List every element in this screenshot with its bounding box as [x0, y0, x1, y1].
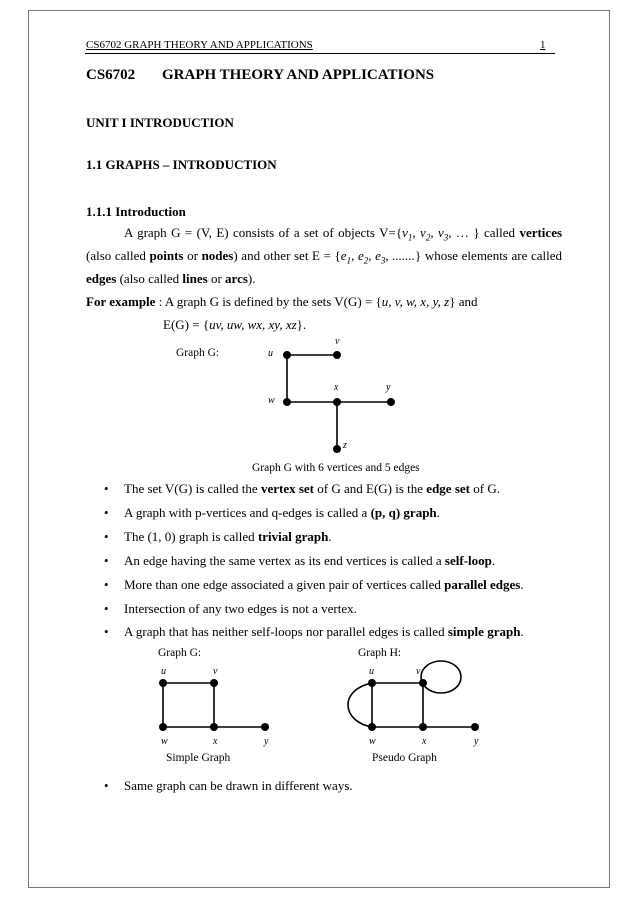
vertex-v2: $v_2$: [420, 225, 431, 243]
label-x: x: [422, 736, 427, 747]
term-arcs: arcs: [225, 271, 248, 286]
vertex-v: [419, 679, 427, 687]
term-vertex-set: vertex set: [260, 481, 315, 496]
bullet-dot: •: [104, 601, 109, 616]
edge-list: $e_1$, $e_2$, $e_3$, .......: [340, 248, 415, 266]
label-z: z: [343, 440, 347, 451]
label-u: u: [369, 666, 374, 677]
term-edges: edges: [86, 271, 117, 286]
bullet-text: The (1, 0) graph is called: [124, 529, 258, 544]
label-w: w: [369, 736, 376, 747]
bullet-text: .: [520, 577, 524, 592]
label-w: w: [161, 736, 168, 747]
vertex-x: [419, 723, 427, 731]
bullet-dot: •: [104, 778, 109, 793]
vertex-set: u, v, w, x, y, z: [381, 294, 450, 309]
intro-text: ).: [247, 271, 256, 286]
bullet-dot: •: [104, 553, 109, 568]
vertex-v3: $v_3$: [437, 225, 449, 243]
bullet-text: Same graph can be drawn in different ways.: [124, 778, 353, 793]
label-y: y: [474, 736, 479, 747]
bullet-dot: •: [104, 577, 109, 592]
intro-line-1: A graph G = (V, E) consists of a set of objects $V=\{v_1$, $v_2$, $v_3$, … } called vertices: [124, 225, 563, 243]
intro-text: } whose elements are called: [414, 248, 562, 263]
pseudo-graph-caption: Pseudo Graph: [372, 752, 437, 764]
bullet-different-drawings: [104, 778, 353, 794]
unit-heading: UNIT I INTRODUCTION: [86, 115, 234, 130]
vertex-y: [471, 723, 479, 731]
example-text: }.: [296, 317, 307, 332]
label-x: x: [334, 382, 339, 393]
vertex-w: [368, 723, 376, 731]
intro-text: A graph G = (V, E) consists of a set of objects V={: [124, 225, 403, 240]
graph-g-label: Graph G:: [176, 347, 220, 359]
label-u: u: [268, 348, 273, 359]
pseudo-graph-label: Graph H:: [358, 647, 402, 659]
example-text: E(G) = {: [163, 317, 210, 332]
intro-text: or: [207, 271, 226, 286]
bullet-text: of G.: [469, 481, 500, 496]
edge-set: uv, uw, wx, xy, xz: [209, 317, 297, 332]
example-text: } and: [449, 294, 478, 309]
course-title: GRAPH THEORY AND APPLICATIONS: [162, 67, 435, 83]
running-header: CS6702 GRAPH THEORY AND APPLICATIONS: [86, 39, 313, 51]
bullet-text: A graph that has neither self-loops nor parallel edges is called: [124, 624, 448, 639]
term-edge-set: edge set: [426, 481, 470, 496]
bullet-text: Intersection of any two edges is not a vertex.: [124, 601, 357, 616]
term-pq-graph: (p, q) graph: [370, 505, 437, 520]
parallel-edge-uw: [348, 683, 372, 727]
label-v: v: [213, 666, 218, 677]
bullet-text: The set V(G) is called the: [124, 481, 261, 496]
simple-graph-caption: Simple Graph: [166, 752, 231, 764]
term-points: points: [149, 248, 184, 263]
self-loop-v: [421, 661, 461, 693]
label-x: x: [213, 736, 218, 747]
term-nodes: nodes: [201, 248, 234, 263]
example-label: For example: [86, 294, 156, 309]
intro-text: (also called: [116, 271, 183, 286]
page-number: 1: [540, 39, 546, 51]
graph-g-caption: Graph G with 6 vertices and 5 edges: [252, 462, 420, 474]
label-y: y: [386, 382, 391, 393]
subsection-heading: 1.1.1 Introduction: [86, 204, 186, 219]
term-lines: lines: [182, 271, 208, 286]
term-trivial-graph: trivial graph: [257, 529, 329, 544]
bullet-text: of G and E(G) is the: [314, 481, 427, 496]
bullet-text: More than one edge associated a given pair of vertices called: [124, 577, 445, 592]
label-v: v: [416, 666, 421, 677]
label-w: w: [268, 395, 275, 406]
term-vertices: vertices: [519, 225, 563, 240]
bullet-dot: •: [104, 624, 109, 639]
bullet-dot: •: [104, 529, 109, 544]
intro-text: , … } called: [448, 225, 520, 240]
bullet-text: A graph with p-vertices and q-edges is called a: [124, 505, 371, 520]
simple-graph-label: Graph G:: [158, 647, 202, 659]
bullet-text: .: [328, 529, 332, 544]
course-code: CS6702: [86, 67, 136, 83]
intro-text: (also called: [86, 248, 150, 263]
example-text: : A graph G is defined by the sets V(G) = {: [155, 294, 382, 309]
term-parallel-edges: parallel edges: [444, 577, 521, 592]
bullet-dot: •: [104, 481, 109, 496]
intro-text: or: [183, 248, 202, 263]
label-u: u: [161, 666, 166, 677]
label-v: v: [335, 336, 340, 347]
intro-text: ) and other set E = {: [233, 248, 341, 263]
bullet-text: An edge having the same vertex as its end vertices is called a: [124, 553, 445, 568]
vertex-u: [368, 679, 376, 687]
bullet-dot: •: [104, 505, 109, 520]
section-heading: 1.1 GRAPHS – INTRODUCTION: [86, 157, 277, 172]
bullet-text: .: [436, 505, 440, 520]
term-self-loop: self-loop: [444, 553, 492, 568]
label-y: y: [264, 736, 269, 747]
term-simple-graph: simple graph: [447, 624, 521, 639]
bullet-text: .: [491, 553, 496, 568]
bullet-text: .: [520, 624, 524, 639]
vertex-v1: $v_1$: [402, 225, 413, 243]
